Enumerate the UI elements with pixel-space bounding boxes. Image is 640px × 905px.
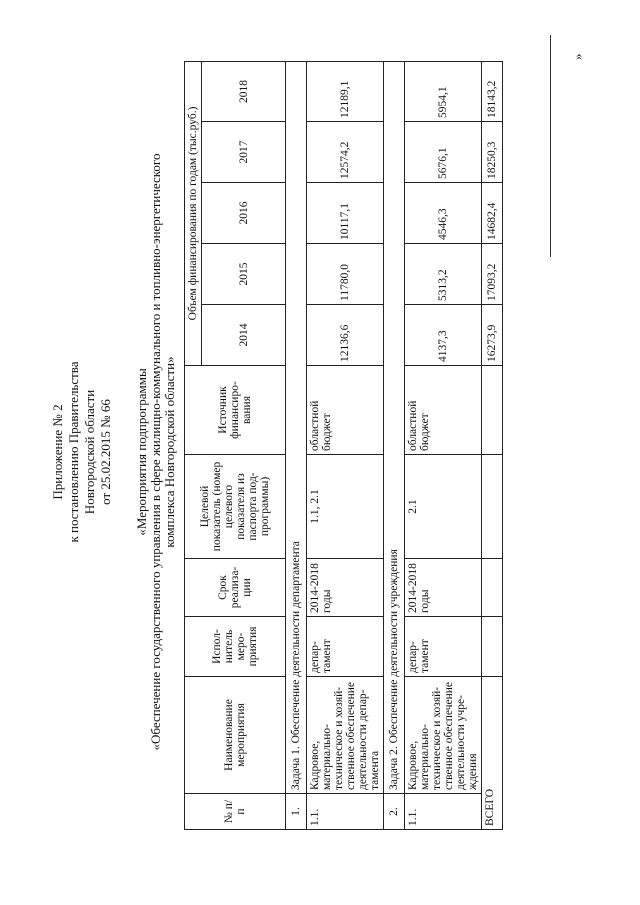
row-value: 5676,1 — [405, 122, 482, 183]
title-line: комплекса Новгородской области» — [162, 356, 177, 548]
row-period: 2014-2018 годы — [405, 559, 482, 617]
rotated-page — [30, 32, 610, 872]
approval-line: Приложение № 2 — [50, 404, 65, 500]
approval-line: к постановлению Правительства — [66, 361, 81, 543]
row-period: 2014-2018 годы — [307, 559, 384, 617]
total-value: 18143,2 — [482, 61, 503, 121]
task-row — [384, 61, 405, 829]
task-title: Задача 2. Обеспечение деятельности учреждения — [384, 61, 405, 793]
total-row — [482, 61, 503, 829]
empty-cell — [482, 366, 503, 455]
row-name: Кадровое, материально-техническое и хозяй-ственное обеспечение деятельности депар-тамента — [307, 677, 384, 794]
title-line: «Мероприятия подпрограммы — [134, 368, 149, 536]
header-year: 2017 — [202, 122, 286, 183]
header-name: Наименование мероприятия — [185, 677, 286, 794]
row-value: 12574,2 — [307, 122, 384, 183]
empty-cell — [482, 617, 503, 677]
divider-line — [550, 35, 551, 257]
row-indicator: 2.1 — [405, 455, 482, 559]
row-value: 10117,1 — [307, 183, 384, 244]
header-executor: Испол-нитель меро-приятия — [185, 617, 286, 677]
row-value: 4546,3 — [405, 183, 482, 244]
total-value: 18250,3 — [482, 122, 503, 183]
task-title: Задача 1. Обеспечение деятельности департамента — [286, 61, 307, 793]
header-funding: Объем финансирования по годам (тыс.руб.) — [185, 61, 202, 365]
row-num: 1.1. — [405, 794, 482, 830]
row-indicator: 1.1, 2.1 — [307, 455, 384, 559]
header-period: Срок реализа-ции — [185, 559, 286, 617]
measures-table — [184, 61, 503, 830]
table-row — [307, 61, 384, 829]
total-value: 16273,9 — [482, 305, 503, 366]
table-row — [405, 61, 482, 829]
closing-quote: » — [570, 53, 585, 60]
total-value: 14682,4 — [482, 183, 503, 244]
row-source: областной бюджет — [307, 366, 384, 455]
row-value: 12189,1 — [307, 61, 384, 121]
row-value: 12136,6 — [307, 305, 384, 366]
document-title — [135, 72, 177, 832]
row-executor: депар-тамент — [307, 617, 384, 677]
row-value: 5313,2 — [405, 244, 482, 305]
row-value: 11780,0 — [307, 244, 384, 305]
row-source: областной бюджет — [405, 366, 482, 455]
row-executor: депар-тамент — [405, 617, 482, 677]
header-source: Источник финансиро-вания — [185, 366, 286, 455]
header-year: 2015 — [202, 244, 286, 305]
total-label: ВСЕГО — [482, 677, 503, 830]
row-num: 1.1. — [307, 794, 384, 830]
task-num: 1. — [286, 794, 307, 830]
row-name: Кадровое, материально-техническое и хозяй-ственное обеспечение деятельности учре-ждения — [405, 677, 482, 794]
task-row — [286, 61, 307, 829]
header-num: № п/п — [185, 794, 286, 830]
header-year: 2014 — [202, 305, 286, 366]
header-indicator: Целевой показатель (номер целевого показателя из паспорта под-программы) — [185, 455, 286, 559]
empty-cell — [482, 559, 503, 617]
header-year: 2016 — [202, 183, 286, 244]
row-value: 4137,3 — [405, 305, 482, 366]
approval-line: от 25.02.2015 № 66 — [98, 399, 113, 505]
approval-block — [50, 322, 114, 582]
approval-line: Новгородской области — [82, 389, 97, 515]
empty-cell — [482, 455, 503, 559]
task-num: 2. — [384, 794, 405, 830]
total-value: 17093,2 — [482, 244, 503, 305]
header-year: 2018 — [202, 61, 286, 121]
title-line: «Обеспечение государственного управления в сфере жилищно-коммунального и топливно-энергетического — [148, 153, 163, 751]
row-value: 5954,1 — [405, 61, 482, 121]
